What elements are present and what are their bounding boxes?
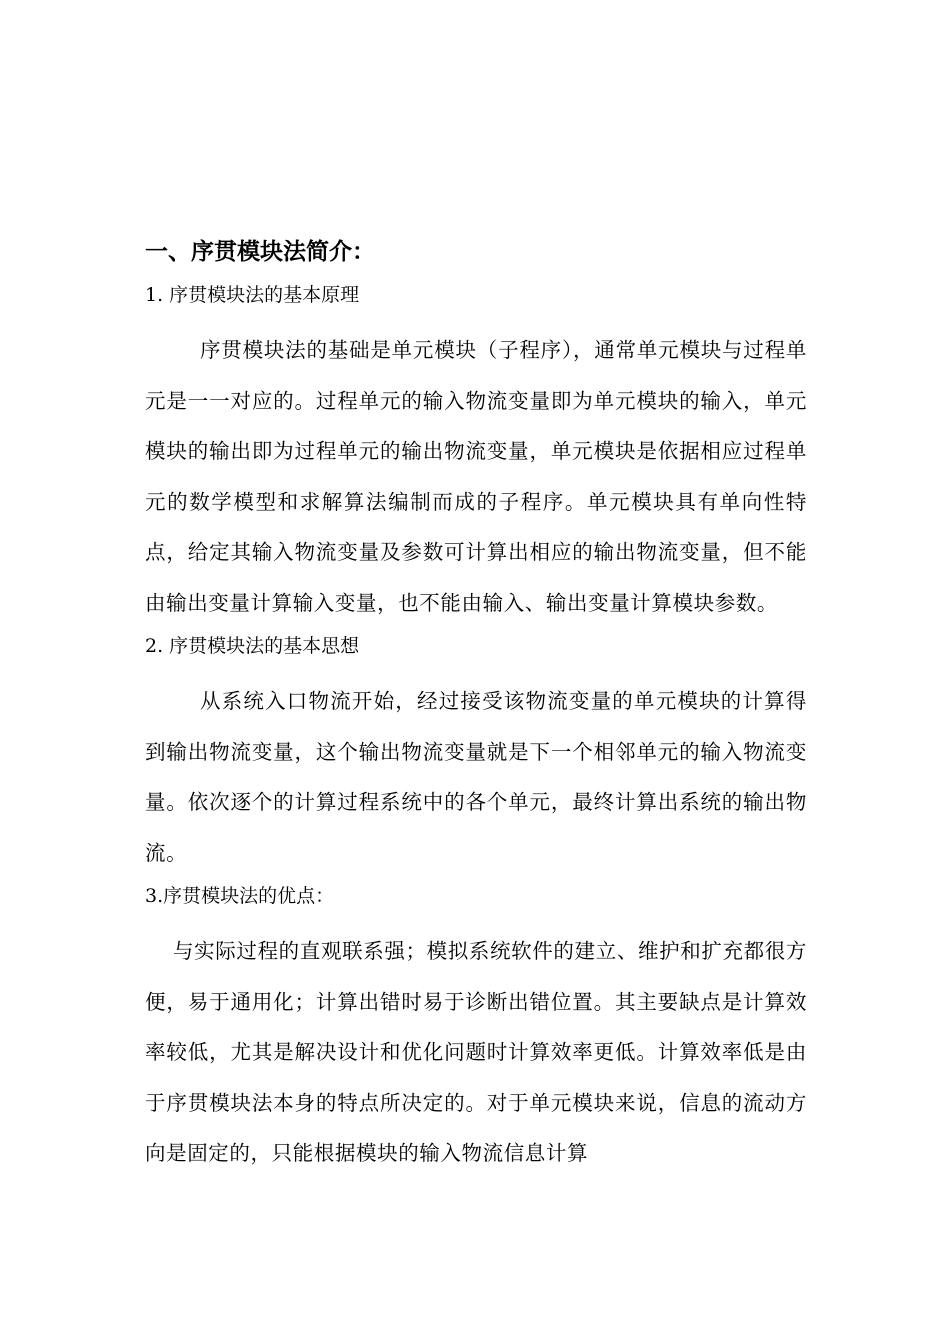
subsection-heading-idea: 2. 序贯模块法的基本思想: [145, 635, 360, 657]
paragraph-idea: 从系统入口物流开始，经过接受该物流变量的单元模块的计算得到输出物流变量，这个输出物流变量就是下一个相邻单元的输入物流变量。依次逐个的计算过程系统中的各个单元，最终计算出系统的输出物流。: [145, 689, 807, 865]
subsection-heading-principle: 1. 序贯模块法的基本原理: [145, 284, 360, 306]
paragraph-advantages: 与实际过程的直观联系强；模拟系统软件的建立、维护和扩充都很方便，易于通用化；计算出错时易于诊断出错位置。其主要缺点是计算效率较低，尤其是解决设计和优化问题时计算效率更低。计算效率低是由于序贯模块法本身的特点所决定的。对于单元模块来说，信息的流动方向是固定的，只能根据模块的输入物流信息计算: [145, 939, 807, 1165]
section-title: 一、序贯模块法简介：: [145, 239, 375, 265]
subsection-heading-advantages: 3.序贯模块法的优点：: [145, 885, 335, 907]
document-body: [145, 232, 807, 1179]
paragraph-principle: 序贯模块法的基础是单元模块（子程序），通常单元模块与过程单元是一一对应的。过程单元的输入物流变量即为单元模块的输入，单元模块的输出即为过程单元的输出物流变量，单元模块是依据相应过程单元的数学模型和求解算法编制而成的子程序。单元模块具有单向性特点，给定其输入物流变量及参数可计算出相应的输出物流变量，但不能由输出变量计算输入变量，也不能由输入、输出变量计算模块参数。: [145, 338, 807, 615]
